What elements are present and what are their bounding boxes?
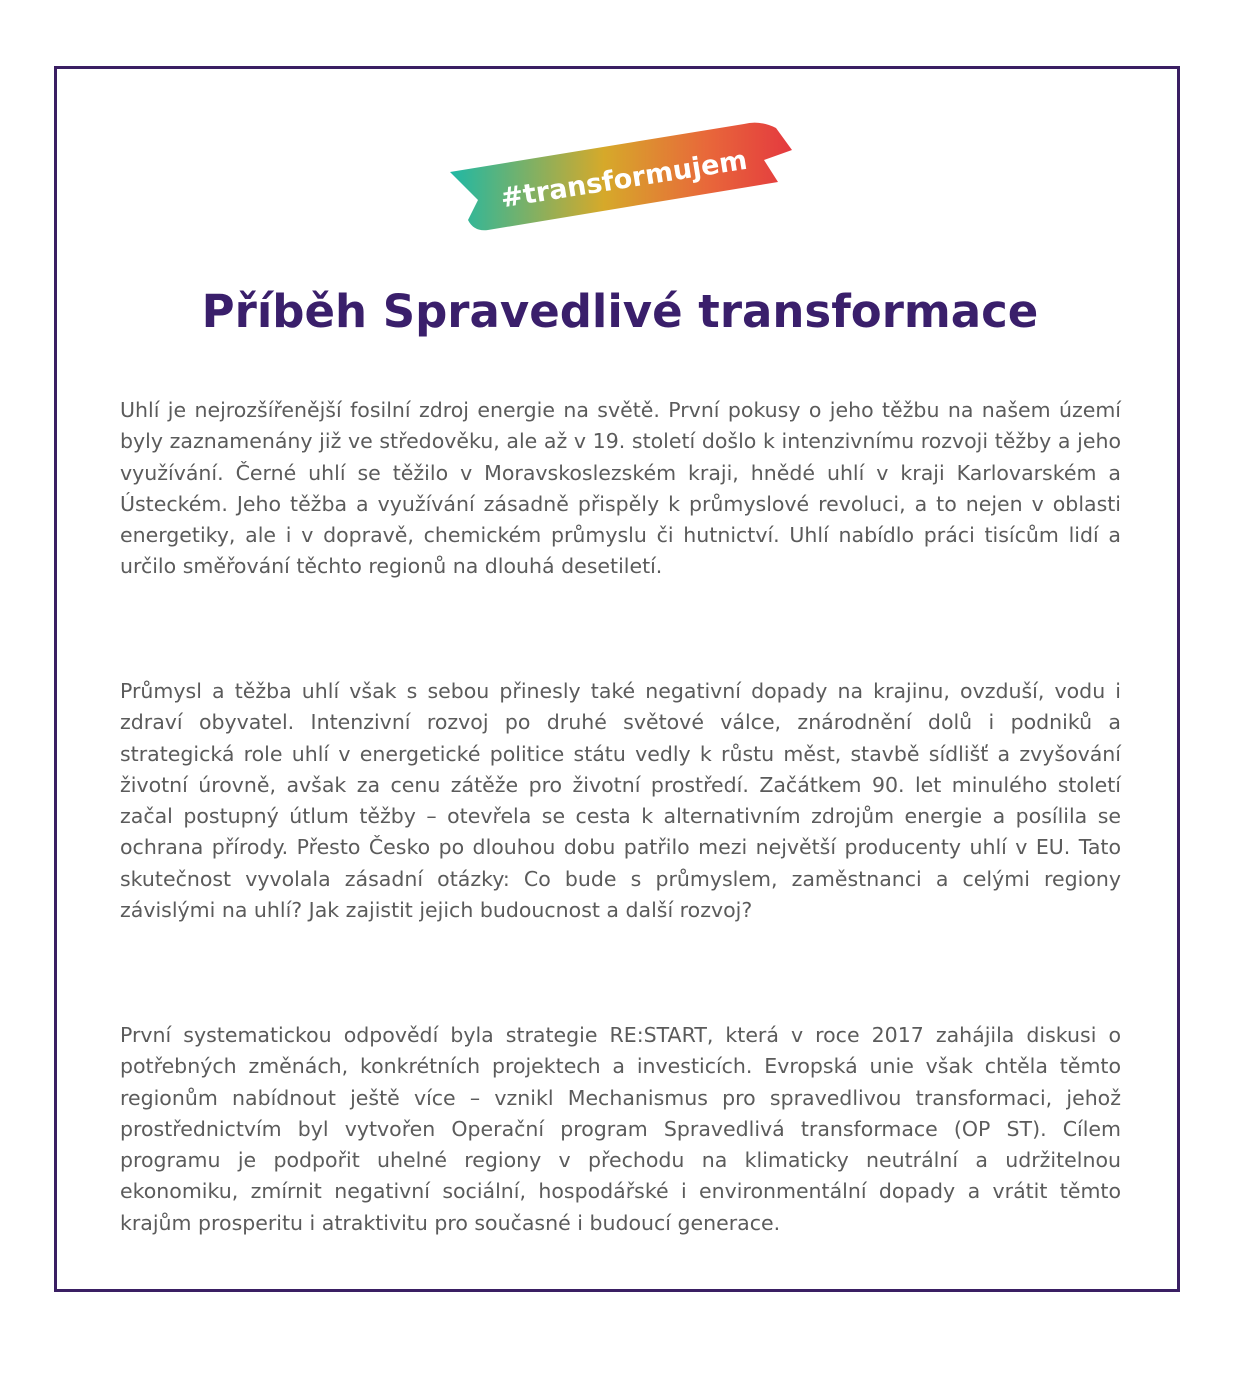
ribbon-banner-icon: [448, 120, 794, 234]
paragraph-3: První systematickou odpovědí byla strategie RE:START, která v roce 2017 zahájila diskusi o potřebných změnách, konkrétních projektech a investicích. Evropská unie však chtěla těmto regionům nabídnout ještě více – vznikl Mechanismus pro spravedlivou transformaci, jehož prostřednictvím byl vytvořen Operační program Spravedlivá transformace (OP ST). Cílem programu je podpořit uhelné regiony v přechodu na klimaticky neutrální a udržitelnou ekonomiku, zmírnit negativní sociální, hospodářské i environmentální dopady a vrátit těmto krajům prosperitu i atraktivitu pro současné i budoucí generace.: [120, 1023, 1121, 1235]
paragraph-1: Uhlí je nejrozšířenější fosilní zdroj energie na světě. První pokusy o jeho těžbu na našem území byly zaznamenány již ve středověku, ale až v 19. století došlo k intenzivnímu rozvoji těžby a jeho využívání. Černé uhlí se těžilo v Moravskoslezském kraji, hnědé uhlí v kraji Karlovarském a Ústeckém. Jeho těžba a využívání zásadně přispěly k průmyslové revoluci, a to nejen v oblasti energetiky, ale i v dopravě, chemickém průmyslu či hutnictví. Uhlí nabídlo práci tisícům lidí a určilo směřování těchto regionů na dlouhá desetiletí.: [120, 398, 1121, 579]
transformujem-logo: [448, 120, 794, 234]
page-title: Příběh Spravedlivé transformace: [201, 285, 1039, 338]
paragraph-2: Průmysl a těžba uhlí však s sebou přinesly také negativní dopady na krajinu, ovzduší, vodu i zdraví obyvatel. Intenzivní rozvoj po druhé světové válce, znárodnění dolů i podniků a strategická role uhlí v energetické politice státu vedly k růstu měst, stavbě sídlišť a zvyšování životní úrovně, avšak za cenu zátěže pro životní prostředí. Začátkem 90. let minulého století začal postupný útlum těžby – otevřela se cesta k alternativním zdrojům energie a posílila se ochrana přírody. Přesto Česko po dlouhou dobu patřilo mezi největší producenty uhlí v EU. Tato skutečnost vyvolala zásadní otázky: Co bude s průmyslem, zaměstnanci a celými regiony závislými na uhlí? Jak zajistit jejich budoucnost a další rozvoj?: [120, 679, 1121, 923]
logo-text: #transformujem: [498, 144, 750, 215]
